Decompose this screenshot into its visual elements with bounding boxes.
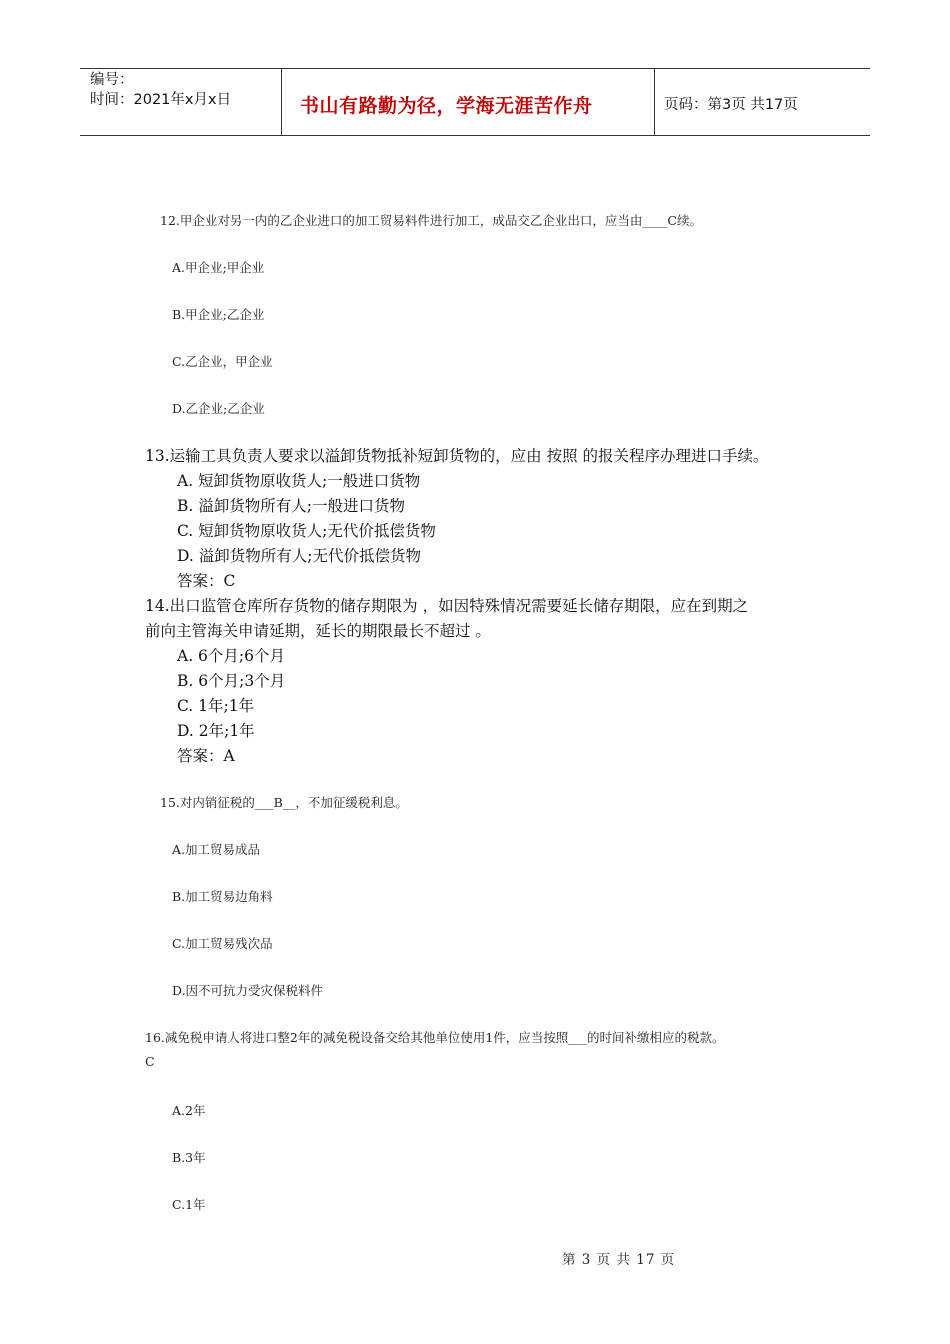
q16-option-a: A.2年: [172, 1103, 206, 1118]
q16-stem-continued: C: [145, 1054, 155, 1069]
q14-stem-line1: 14.出口监管仓库所存货物的储存期限为 ，如因特殊情况需要延长储存期限，应在到期之: [145, 597, 749, 615]
q14-stem-line2: 前向主管海关申请延期，延长的期限最长不超过 。: [145, 622, 491, 640]
header-divider-right: [654, 68, 655, 136]
q14-option-d: D. 2年;1年: [177, 722, 255, 740]
q15-option-d: D.因不可抗力受灾保税料件: [172, 983, 324, 998]
q14-option-c: C. 1年;1年: [177, 697, 255, 715]
q13-answer: 答案：C: [177, 572, 236, 590]
q15-option-c: C.加工贸易残次品: [172, 936, 273, 951]
q13-option-d: D. 溢卸货物所有人;无代价抵偿货物: [177, 547, 421, 565]
q12-option-a: A.甲企业;甲企业: [172, 260, 265, 275]
header-motto: 书山有路勤为径，学海无涯苦作舟: [300, 95, 593, 117]
q13-option-a: A. 短卸货物原收货人;一般进口货物: [177, 472, 421, 490]
page-footer: 第 3 页 共 17 页: [562, 1252, 676, 1268]
q13-stem: 13.运输工具负责人要求以溢卸货物抵补短卸货物的，应由 按照 的报关程序办理进口手续。: [145, 447, 769, 465]
q15-option-b: B.加工贸易边角料: [172, 889, 273, 904]
q16-stem: 16.减免税申请人将进口整2年的减免税设备交给其他单位使用1件，应当按照___的时间补缴相应的税款。: [145, 1030, 725, 1045]
q13-option-b: B. 溢卸货物所有人;一般进口货物: [177, 497, 405, 515]
q12-option-d: D.乙企业;乙企业: [172, 401, 265, 416]
q16-option-c: C.1年: [172, 1197, 206, 1212]
doc-time-label: 时间：2021年x月x日: [90, 92, 232, 108]
q12-stem: 12.甲企业对另一内的乙企业进口的加工贸易料件进行加工，成品交乙企业出口，应当由____C续。: [160, 213, 702, 228]
doc-number-label: 编号：: [90, 72, 134, 88]
header-bottom-rule: [80, 135, 870, 136]
header-page-info: 页码：第3页 共17页: [664, 97, 798, 113]
q16-option-b: B.3年: [172, 1150, 206, 1165]
header-top-rule: [80, 68, 870, 69]
q14-option-a: A. 6个月;6个月: [177, 647, 285, 665]
header-divider-left: [281, 68, 282, 136]
q13-option-c: C. 短卸货物原收货人;无代价抵偿货物: [177, 522, 436, 540]
q12-option-b: B.甲企业;乙企业: [172, 307, 265, 322]
q15-stem: 15.对内销征税的___B__，不加征缓税利息。: [160, 795, 408, 810]
q14-answer: 答案：A: [177, 747, 235, 765]
q12-option-c: C.乙企业，甲企业: [172, 354, 273, 369]
q15-option-a: A.加工贸易成品: [172, 842, 261, 857]
q14-option-b: B. 6个月;3个月: [177, 672, 286, 690]
